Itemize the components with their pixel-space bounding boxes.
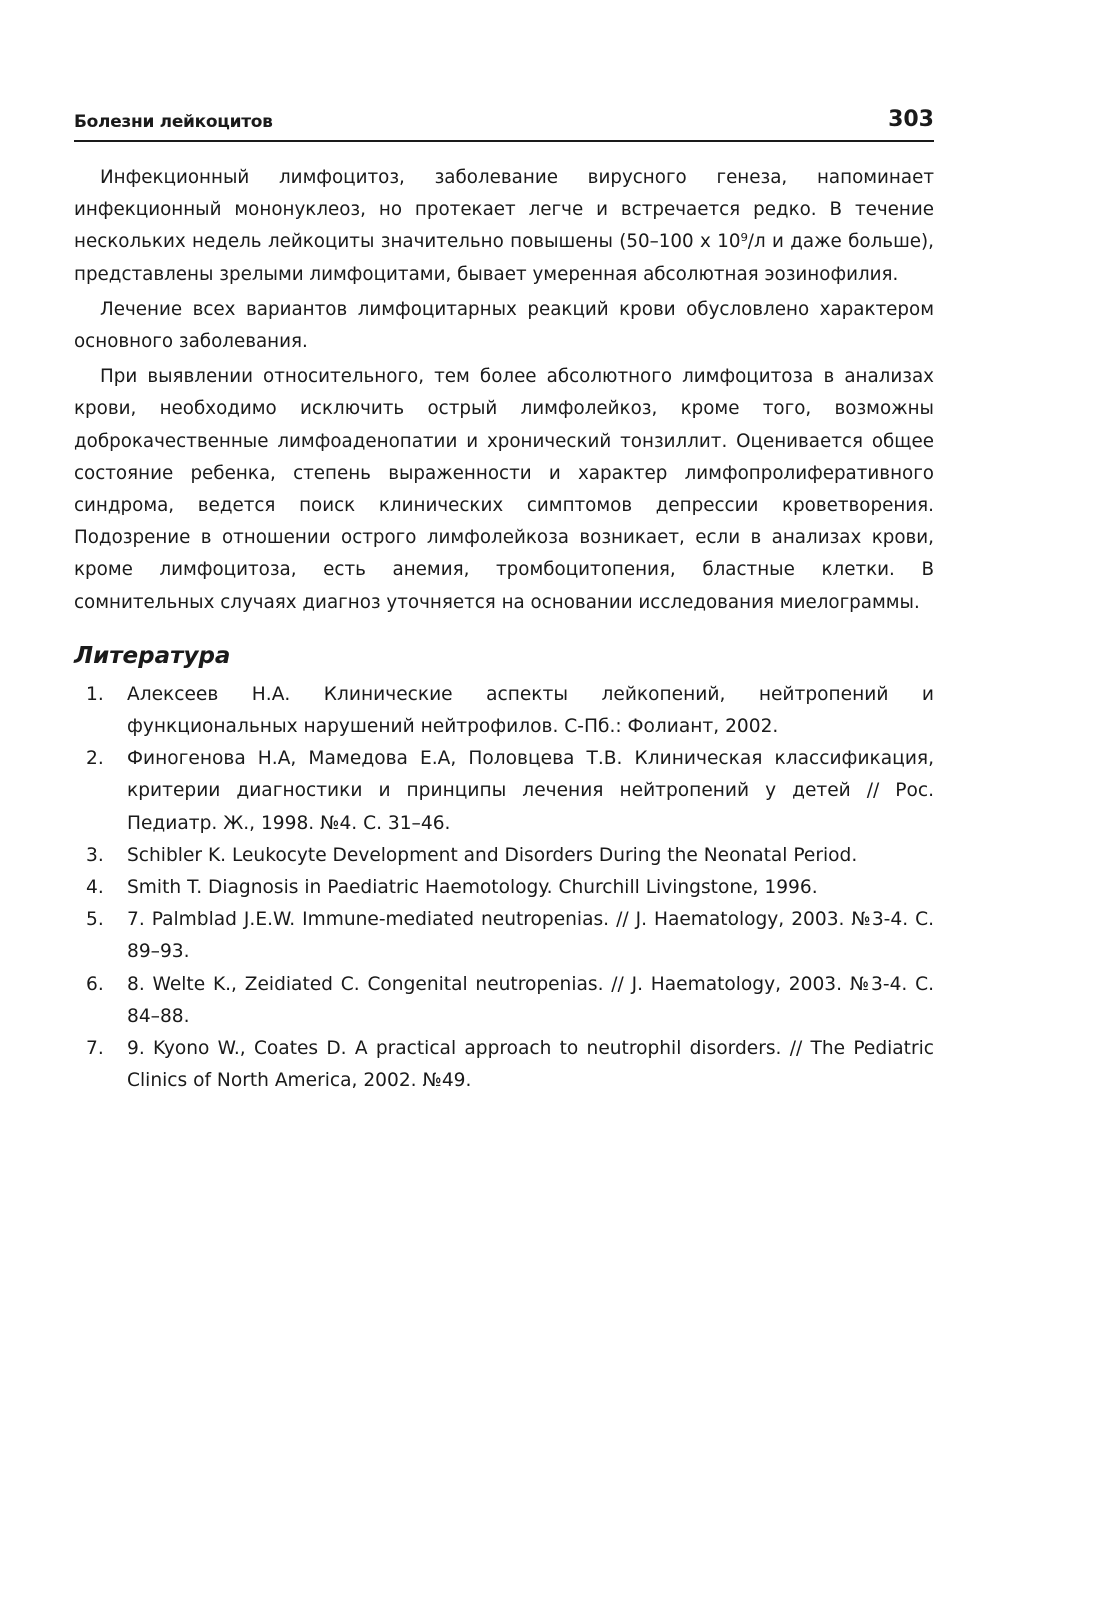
- reference-number: 6.: [86, 973, 104, 995]
- running-title: Болезни лейкоцитов: [74, 112, 273, 132]
- references-list: [74, 679, 934, 1098]
- running-header: [74, 100, 934, 142]
- reference-number: 7.: [86, 1038, 104, 1060]
- reference-item: [74, 743, 934, 840]
- reference-text: Финогенова Н.А, Мамедова Е.А, Половцева Т.В. Клиническая классификация, критерии диагностики и принципы лечения нейтропений у детей // Рос. Педиатр. Ж., 1998. №4. С. 31–46.: [127, 748, 934, 834]
- reference-item: [74, 1033, 934, 1097]
- reference-number: 4.: [86, 877, 104, 899]
- reference-text: Smith T. Diagnosis in Paediatric Haemotology. Churchill Livingstone, 1996.: [127, 877, 818, 899]
- paragraph-treatment: Лечение всех вариантов лимфоцитарных реакций крови обусловлено характером основного заболевания.: [74, 298, 934, 353]
- paragraph-infectious-lymphocytosis: Инфекционный лимфоцитоз, заболевание вирусного генеза, напоминает инфекционный мононуклеоз, но протекает легче и встречается редко. В течение нескольких недель лейкоциты значительно повышены (50–100 x 10⁹/л и даже больше), представлены зрелыми лимфоцитами, бывает умеренная абсолютная эозинофилия.: [74, 167, 934, 285]
- paragraph-diagnosis: При выявлении относительного, тем более абсолютного лимфоцитоза в анализах крови, необходимо исключить острый лимфолейкоз, кроме того, возможны доброкачественные лимфоаденопатии и хронический тонзиллит. Оценивается общее состояние ребенка, степень выраженности и характер лимфопролиферативного синдрома, ведется поиск клинических симптомов депрессии кроветворения. Подозрение в отношении острого лимфолейкоза возникает, если в анализах крови, кроме лимфоцитоза, есть анемия, тромбоцитопения, бластные клетки. В сомнительных случаях диагноз уточняется на основании исследования миелограммы.: [74, 366, 934, 613]
- reference-item: [74, 872, 934, 904]
- reference-item: [74, 840, 934, 872]
- reference-text: Алексеев Н.А. Клинические аспекты лейкопений, нейтропений и функциональных нарушений нейтрофилов. С-Пб.: Фолиант, 2002.: [127, 683, 934, 738]
- reference-text: 9. Kyono W., Coates D. A practical approach to neutrophil disorders. // The Pediatric Clinics of North America, 2002. №49.: [127, 1038, 934, 1092]
- reference-item: [74, 679, 934, 743]
- reference-number: 3.: [86, 844, 104, 866]
- reference-number: 5.: [86, 909, 104, 931]
- references-heading: Литература: [74, 642, 231, 669]
- page-body: [74, 162, 934, 1097]
- reference-item: [74, 904, 934, 968]
- reference-text: 7. Palmblad J.E.W. Immune-mediated neutropenias. // J. Haematology, 2003. №3-4. С. 89–93.: [127, 909, 934, 963]
- reference-text: 8. Welte K., Zeidiated C. Congenital neutropenias. // J. Haematology, 2003. №3-4. С. 84–88.: [127, 973, 934, 1027]
- reference-number: 1.: [86, 683, 104, 705]
- reference-item: [74, 969, 934, 1033]
- reference-number: 2.: [86, 748, 104, 770]
- page-number: 303: [888, 107, 934, 132]
- reference-text: Schibler K. Leukocyte Development and Disorders During the Neonatal Period.: [127, 844, 858, 866]
